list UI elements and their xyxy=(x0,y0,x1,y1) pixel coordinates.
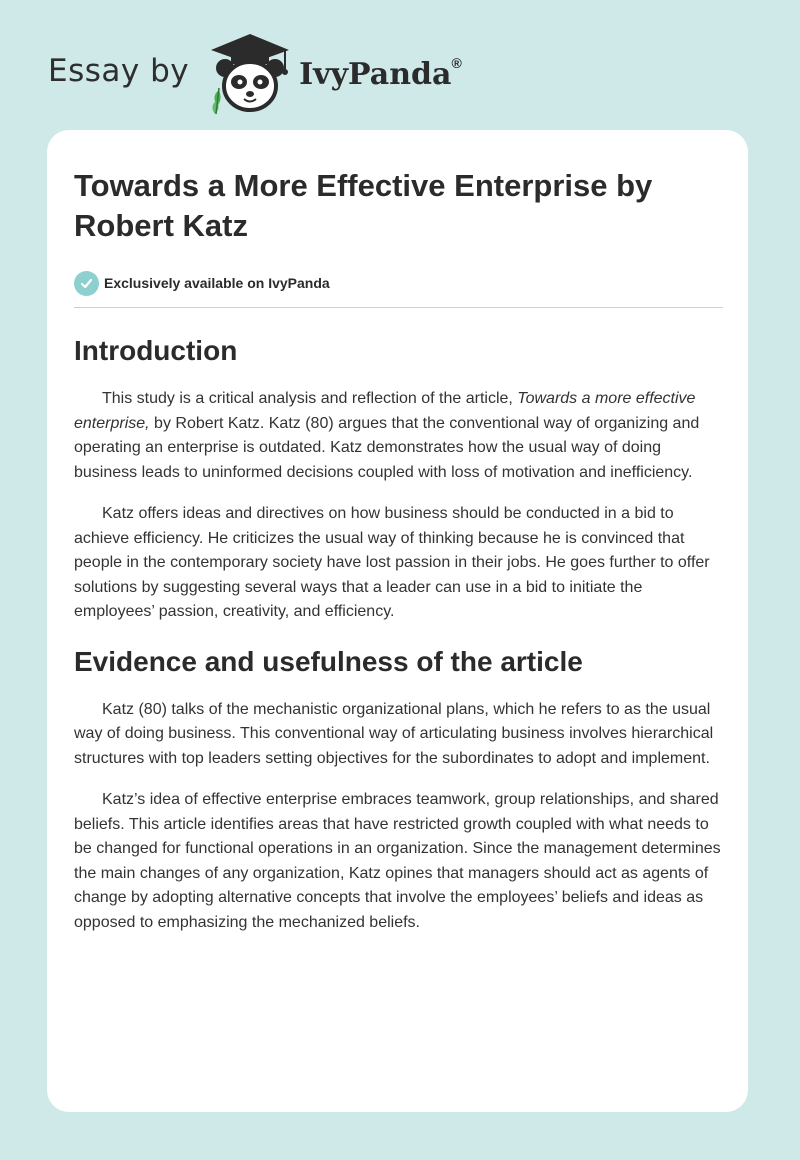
paragraph xyxy=(74,387,723,485)
registered-mark: ® xyxy=(451,54,462,71)
panda-logo-icon[interactable] xyxy=(207,30,293,116)
section-heading-evidence: Evidence and usefulness of the article xyxy=(74,645,583,677)
essay-by-label: Essay by xyxy=(48,53,190,89)
brand-text: IvyPanda xyxy=(299,56,452,92)
paragraph-text: This study is a critical analysis and reflection of the article, xyxy=(102,390,518,407)
paragraph: Katz (80) talks of the mechanistic organizational plans, which he refers to as the usual way of doing business. This conventional way of articulating business involves hierarchical structures with top leaders setting objectives for the subordinates to adopt and implement. xyxy=(74,700,714,767)
exclusive-badge-text: Exclusively available on IvyPanda xyxy=(104,275,330,291)
check-icon xyxy=(74,271,99,296)
paragraph: Katz’s idea of effective enterprise embraces teamwork, group relationships, and shared beliefs. This article identifies areas that have restricted growth coupled with what needs to be changed for functional operations in an organization. Since the management determines the main changes of any organization, Katz opines that managers should act as agents of change by adopting alternative concepts that involve the employees’ beliefs and ideas as opposed to emphasizing the mechanized beliefs. xyxy=(74,791,721,931)
exclusive-badge xyxy=(74,270,723,296)
article-content xyxy=(74,130,723,935)
site-header xyxy=(48,30,462,116)
brand-name[interactable] xyxy=(299,54,462,92)
article-title: Towards a More Effective Enterprise by Robert Katz xyxy=(74,168,653,243)
article-card xyxy=(47,130,748,1112)
article-name-italic: Towards a more effective enterprise, xyxy=(74,390,696,432)
paragraph: Katz offers ideas and directives on how business should be conducted in a bid to achieve efficiency. He criticizes the usual way of thinking because he is convinced that people in the contemporary society have lost passion in their jobs. He goes further to offer solutions by suggesting several ways that a leader can use in a bid to initiate the employees’ passion, creativity, and efficiency. xyxy=(74,505,710,620)
paragraph-text: by Robert Katz. Katz (80) argues that the conventional way of organizing and operating an enterprise is outdated. Katz demonstrates how the usual way of doing business leads to uninformed decisions coupled with loss of motivation and inefficiency. xyxy=(74,414,700,481)
divider xyxy=(74,307,723,308)
section-heading-introduction: Introduction xyxy=(74,335,238,366)
